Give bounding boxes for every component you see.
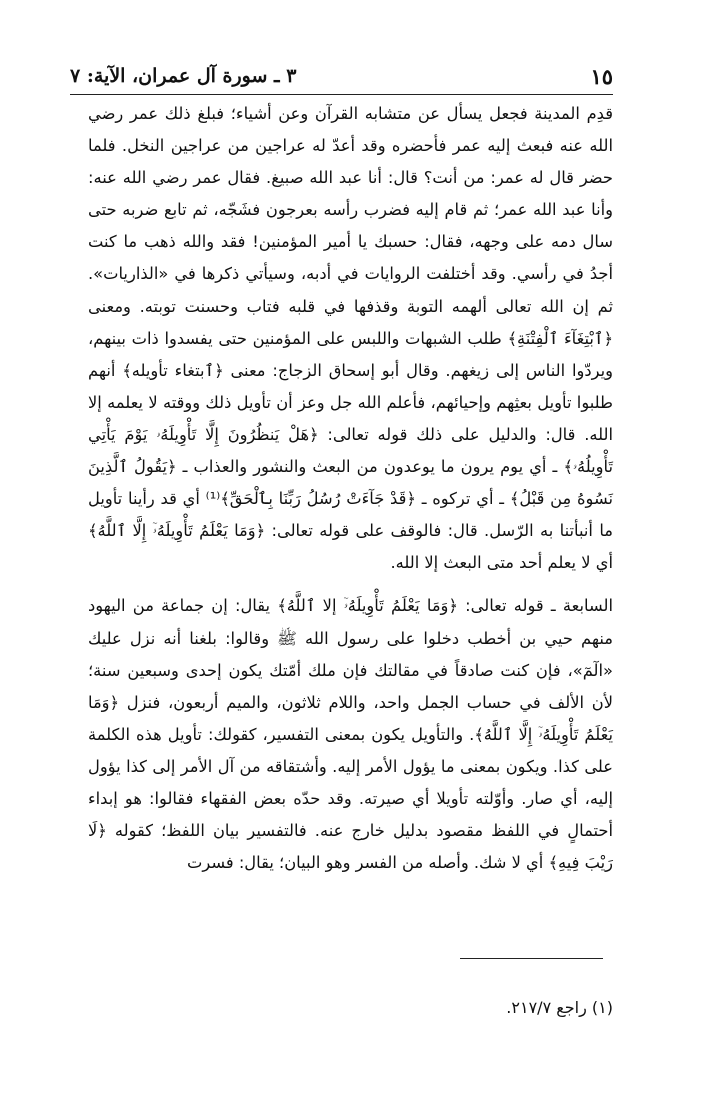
page-number: ١٥	[590, 63, 613, 89]
page-body	[88, 98, 613, 879]
paragraph: قدِم المدينة فجعل يسأل عن متشابه القرآن وعن أشياء؛ فبلغ ذلك عمر رضي الله عنه فبعث إليه عمر فأحضره وقد أعدّ له عراجين من عراجين النخل. فلما حضر قال له عمر: من أنت؟ قال: أنا عبد الله صبيغ. فقال عمر رضي الله عنه: وأنا عبد الله عمر؛ ثم قام إليه فضرب رأسه بعرجون فشَجّه، ثم تابع ضربه حتى سال دمه على وجهه، فقال: حسبك يا أمير المؤمنين! فقد والله ذهب ما كنت أجدُ في رأسي. وقد أختلفت الروايات في أدبه، وسيأتي ذكرها في «الذاريات». ثم إن الله تعالى ألهمه التوبة وقذفها في قلبه فتاب وحسنت توبته. ومعنى ﴿ٱبْتِغَآءَ ٱلْفِتْنَةِ﴾ طلب الشبهات واللبس على المؤمنين حتى يفسدوا ذات بينهم، ويردّوا الناس إلى زيغهم. وقال أبو إسحاق الزجاج: معنى ﴿ٱبتغاء تأويله﴾ أنهم طلبوا تأويل بعثِهم وإحيائهم، فأعلم الله جل وعز أن تأويل ذلك ووقته لا يعلمه إلا الله. قال: والدليل على ذلك قوله تعالى: ﴿هَلْ يَنظُرُونَ إِلَّا تَأْوِيلَهُۥ يَوْمَ يَأْتِي تَأْوِيلُهُۥ﴾ ـ أي يوم يرون ما يوعدون من البعث والنشور والعذاب ـ ﴿يَقُولُ ٱلَّذِينَ نَسُوهُ مِن قَبْلُ﴾ ـ أي تركوه ـ ﴿قَدْ جَآءَتْ رُسُلُ رَبِّنَا بِٱلْحَقِّ﴾⁽¹⁾ أي قد رأينا تأويل ما أنبأتنا به الرّسل. قال: فالوقف على قوله تعالى: ﴿وَمَا يَعْلَمُ تَأْوِيلَهُۥٓ إِلَّا ٱللَّهُ﴾ أي لا يعلم أحد متى البعث إلا الله.	[88, 104, 613, 573]
footnote: (١) راجع ٢١٧/٧.	[506, 998, 613, 1017]
page-header	[70, 58, 613, 95]
paragraph: السابعة ـ قوله تعالى: ﴿وَمَا يَعْلَمُ تَأْوِيلَهُۥٓ إلا ٱللَّهُ﴾ يقال: إن جماعة من اليهود منهم حيي بن أخطب دخلوا على رسول الله ﷺ وقالوا: بلغنا أنه نزل عليك «الٓمٓ»، فإن كنت صادقاً في مقالتك فإن ملك أمّتك يكون إحدى وسبعين سنة؛ لأن الألف في حساب الجمل واحد، واللام ثلاثون، والميم أربعون، فنزل ﴿وَمَا يَعْلَمُ تَأْوِيلَهُۥٓ إِلَّا ٱللَّهُ﴾. والتأويل يكون بمعنى التفسير، كقولك: تأويل هذه الكلمة على كذا. ويكون بمعنى ما يؤول الأمر إليه. وأشتقاقه من آل الأمر إلى كذا يؤول إليه، أي صار. وأوّلته تأويلا أي صيرته. وقد حدّه بعض الفقهاء فقالوا: هو إبداء أحتمالٍ في اللفظ مقصود بدليل خارج عنه. فالتفسير بيان اللفظ؛ كقوله ﴿لَا رَيْبَ فِيهِ﴾ أي لا شك. وأصله من الفسر وهو البيان؛ يقال: فسرت	[88, 596, 613, 873]
footnote-divider	[460, 958, 603, 959]
page-title: ٣ ـ سورة آل عمران، الآية: ٧	[70, 65, 297, 87]
